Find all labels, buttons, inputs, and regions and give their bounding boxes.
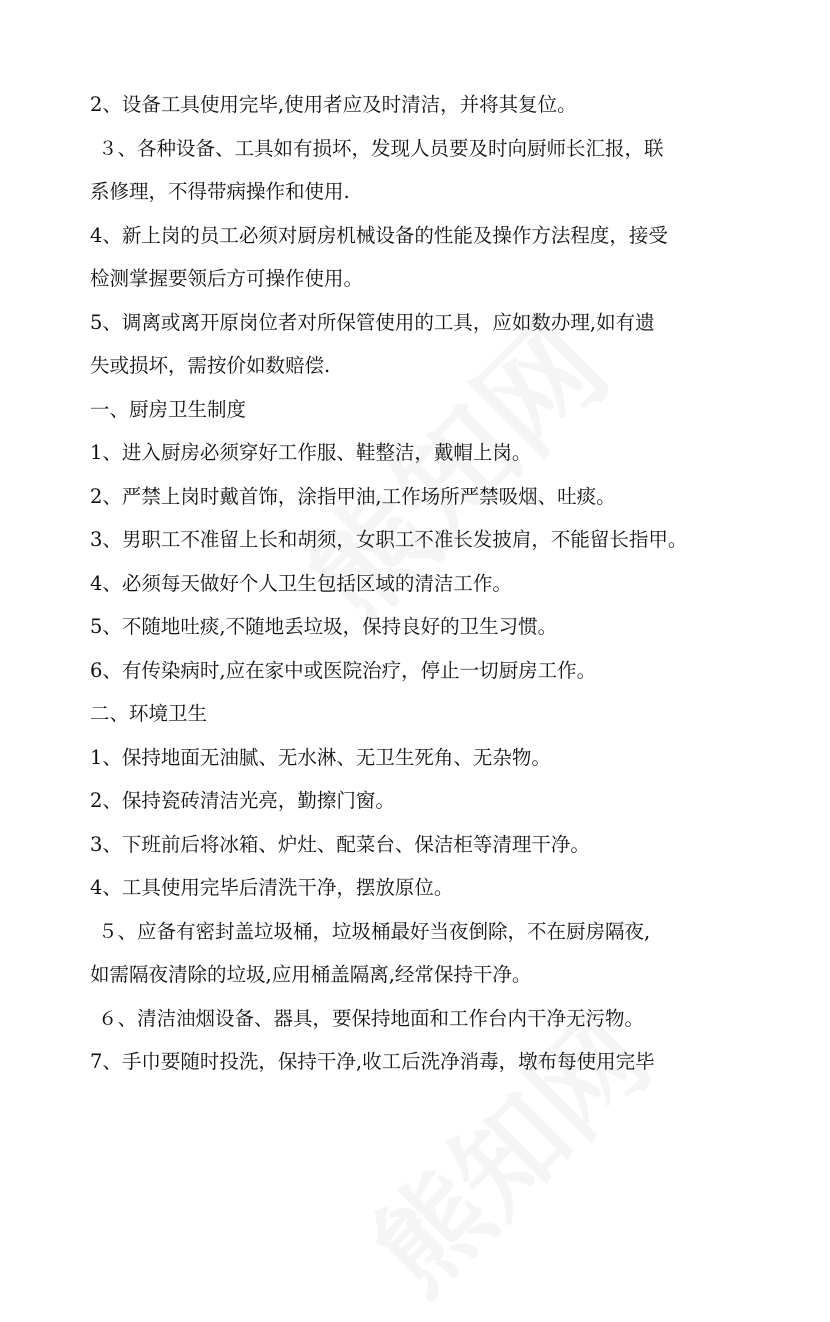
text-line: 失或损坏，需按价如数赔偿. [90,354,331,377]
text-line: 1、保持地面无油腻、无水淋、无卫生死角、无杂物。 [90,745,551,769]
text-line: 1、进入厨房必须穿好工作服、鞋整洁，戴帽上岗。 [90,441,532,464]
text-line: 2、设备工具使用完毕,使用者应及时清洁，并将其复位。 [90,93,577,116]
text-line: 4、新上岗的员工必须对厨房机械设备的性能及操作方法程度，接受 [90,223,668,247]
text-line: 3、男职工不准留上长和胡须，女职工不准长发披肩，不能留长指甲。 [90,528,688,551]
text-line: 如需隔夜清除的垃圾,应用桶盖隔离,经常保持干净。 [90,963,532,986]
text-line: ３、各种设备、工具如有损坏，发现人员要及时向厨师长汇报，联 [98,136,664,160]
text-line: 5、调离或离开原岗位者对所保管使用的工具，应如数办理,如有遗 [90,310,655,334]
document-body [90,83,750,1084]
text-line: 4、工具使用完毕后清洗干净，摆放原位。 [90,876,454,899]
text-line: 6、有传染病时,应在家中或医院治疗，停止一切厨房工作。 [90,658,597,682]
text-line: 5、不随地吐痰,不随地丢垃圾，保持良好的卫生习惯。 [90,615,558,638]
text-line: 3、下班前后将冰箱、炉灶、配菜台、保洁柜等清理干净。 [90,832,590,856]
text-line: 4、必须每天做好个人卫生包括区域的清洁工作。 [90,571,512,595]
text-line: ６、清洁油烟设备、器具，要保持地面和工作台内干净无污物。 [98,1006,645,1030]
text-line: 2、保持瓷砖清洁光亮，勤擦门窗。 [90,789,395,812]
section-heading: 一、厨房卫生制度 [90,397,247,421]
section-heading: 二、环境卫生 [90,702,208,725]
text-line: 2、严禁上岗时戴首饰，涂指甲油,工作场所严禁吸烟、吐痰。 [90,484,616,508]
text-line: 系修理，不得带病操作和使用. [90,180,350,203]
text-line: 7、手巾要随时投洗，保持干净,收工后洗净消毒，墩布每使用完毕 [90,1050,655,1073]
text-line: 检测掌握要领后方可操作使用。 [90,267,364,290]
text-line: ５、应备有密封盖垃圾桶，垃圾桶最好当夜倒除，不在厨房隔夜, [98,919,651,943]
